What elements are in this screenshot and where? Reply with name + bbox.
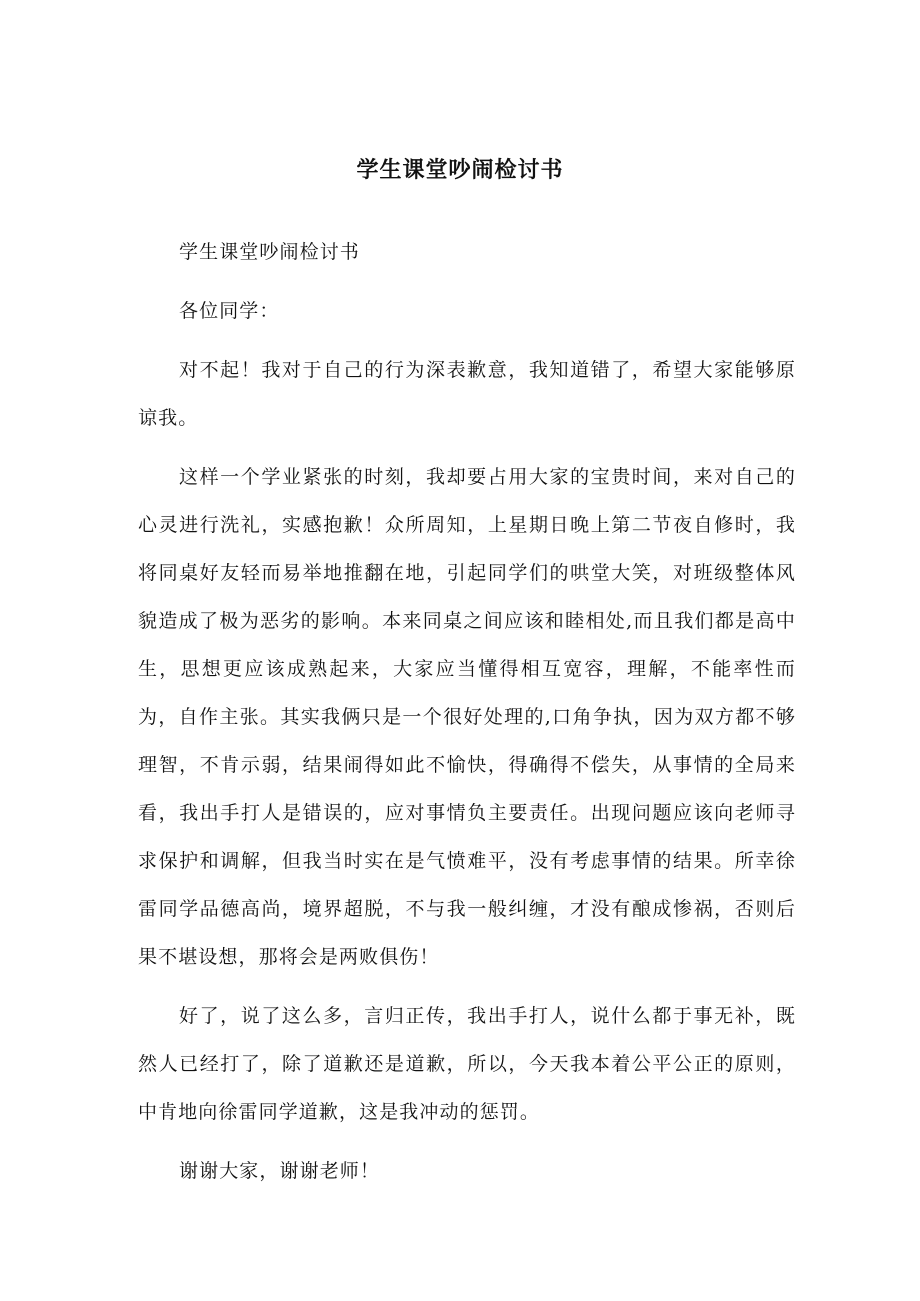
document-title: 学生课堂吵闹检讨书 [356, 157, 564, 183]
paragraph-salutation: 各位同学： [179, 300, 280, 322]
paragraph-subtitle: 学生课堂吵闹检讨书 [179, 241, 360, 263]
paragraph-conclusion: 好了，说了这么多，言归正传，我出手打人，说什么都于事无补，既然人已经打了，除了道歉还是道歉，所以，今天我本着公平公正的原则，中肯地向徐雷同学道歉，这是我冲动的惩罚。 [138, 1005, 796, 1123]
paragraph-thanks: 谢谢大家，谢谢老师！ [179, 1160, 381, 1182]
paragraph-incident: 这样一个学业紧张的时刻，我却要占用大家的宝贵时间，来对自己的心灵进行洗礼，实感抱歉！众所周知，上星期日晚上第二节夜自修时，我将同桌好友轻而易举地推翻在地，引起同学们的哄堂大笑，对班级整体风貌造成了极为恶劣的影响。本来同桌之间应该和睦相处,而且我们都是高中生，思想更应该成熟起来，大家应当懂得相互宽容，理解，不能率性而为，自作主张。其实我俩只是一个很好处理的,口角争执，因为双方都不够理智，不肯示弱，结果闹得如此不愉快，得确得不偿失，从事情的全局来看，我出手打人是错误的，应对事情负主要责任。出现问题应该向老师寻求保护和调解，但我当时实在是气愤难平，没有考虑事情的结果。所幸徐雷同学品德高尚，境界超脱，不与我一般纠缠，才没有酿成惨祸，否则后果不堪设想，那将会是两败俱伤！ [138, 466, 796, 968]
paragraph-apology: 对不起！我对于自己的行为深表歉意，我知道错了，希望大家能够原谅我。 [138, 359, 796, 429]
document-body [138, 228, 796, 1206]
